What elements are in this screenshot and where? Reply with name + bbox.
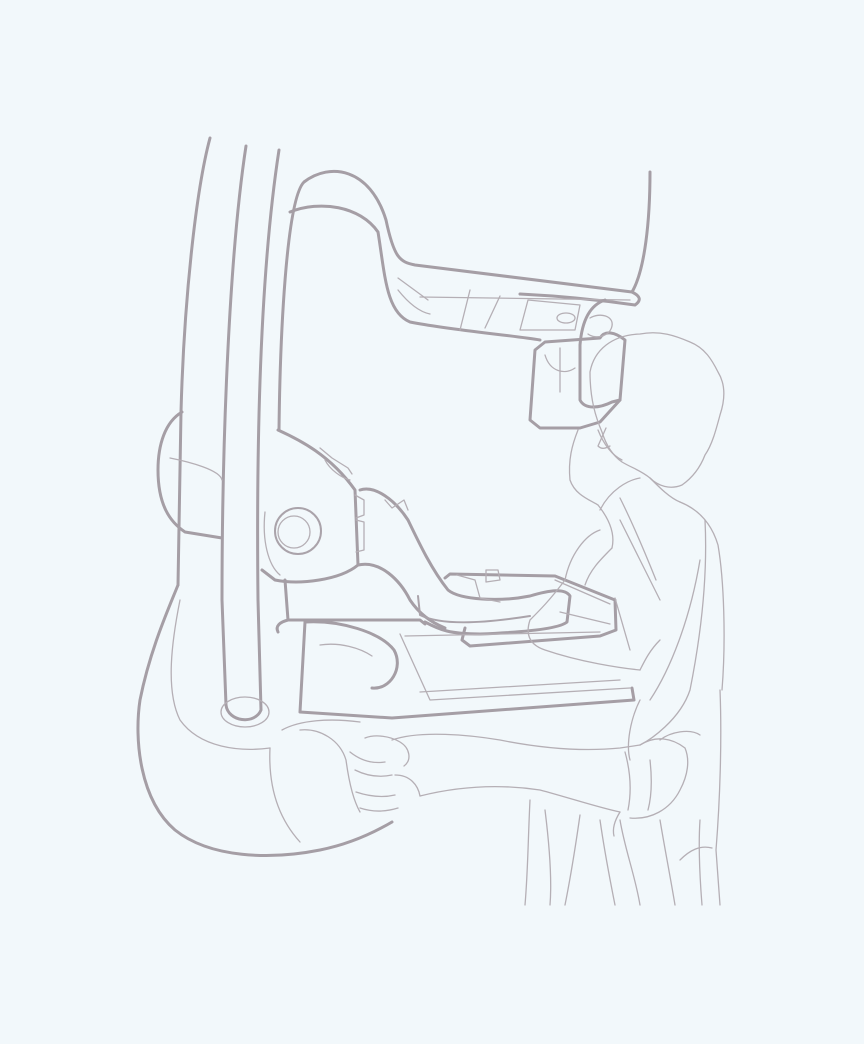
technologist-arm — [392, 734, 640, 749]
support-column — [178, 138, 279, 727]
rotation-knob-inner — [278, 516, 310, 548]
compression-paddle — [358, 489, 616, 646]
tube-arm — [279, 171, 650, 430]
gantry-body — [158, 412, 364, 582]
mammography-machine — [138, 138, 650, 855]
detector-platform — [277, 580, 634, 718]
